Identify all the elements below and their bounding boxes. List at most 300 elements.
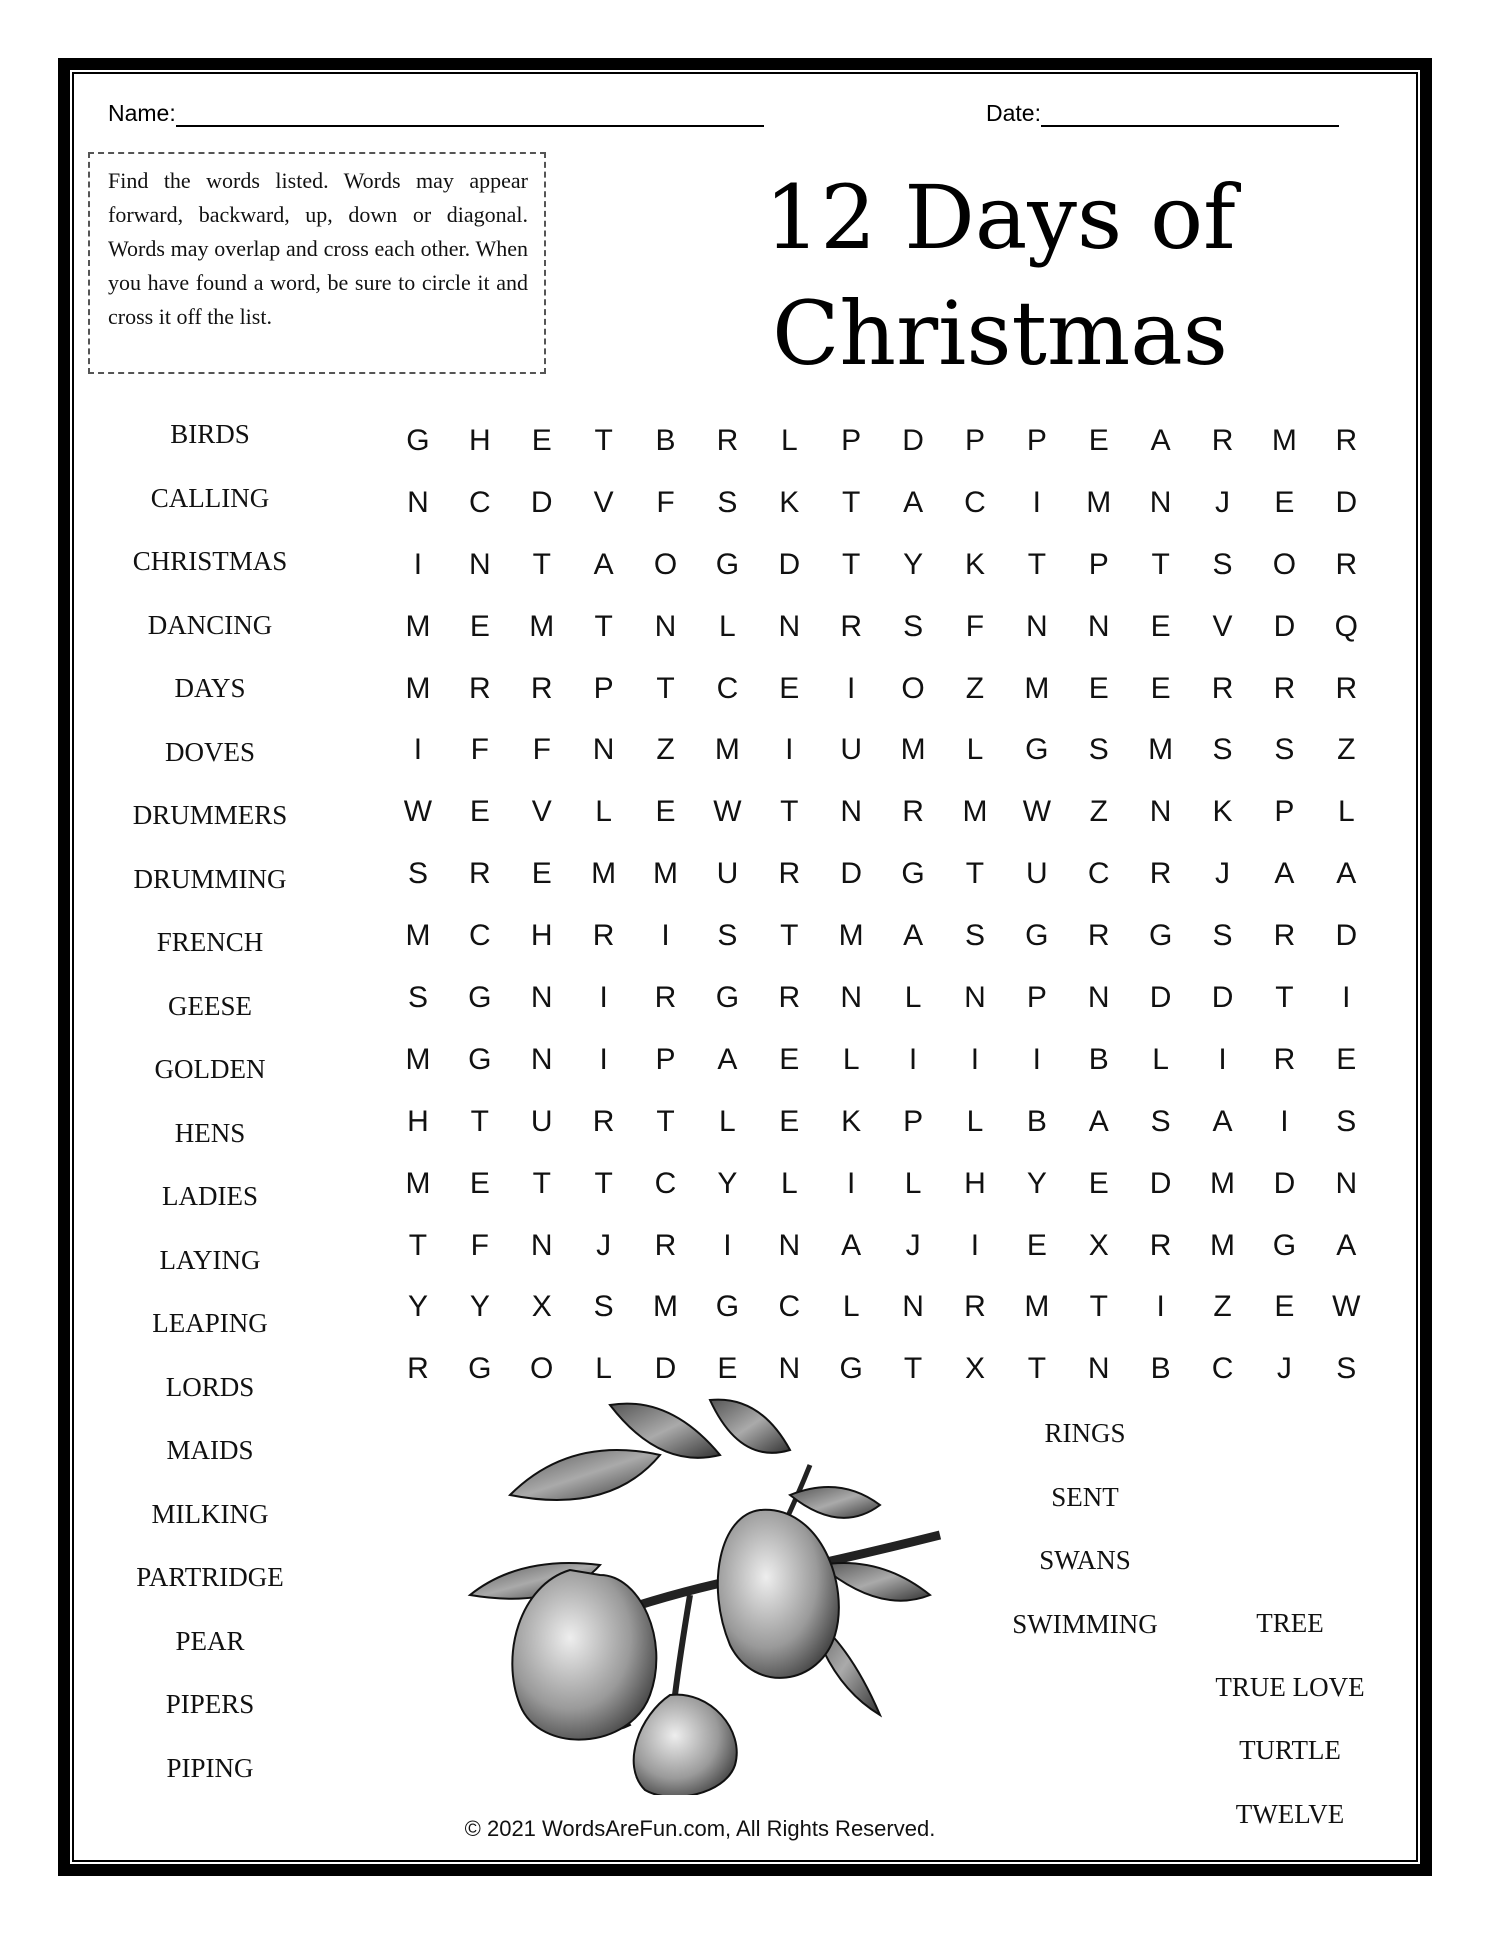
grid-letter: M bbox=[1210, 1166, 1236, 1200]
grid-letter: L bbox=[595, 795, 612, 829]
word-list-item: LEAPING bbox=[152, 1308, 268, 1338]
grid-letter: T bbox=[780, 919, 799, 953]
grid-letter: N bbox=[840, 981, 863, 1015]
title-line-1: 12 Days of bbox=[764, 166, 1236, 269]
instructions-text: Find the words listed. Words may appear forward, backward, up, down or diagonal. Words may overlap and cross each other. When you have found a word, be sure to circle it and cross it off the list. bbox=[108, 168, 528, 329]
grid-letter: L bbox=[719, 1104, 736, 1138]
grid-letter: R bbox=[1273, 1042, 1296, 1076]
grid-letter: M bbox=[405, 1042, 431, 1076]
grid-letter: F bbox=[470, 733, 489, 767]
grid-letter: O bbox=[530, 1352, 554, 1386]
grid-letter: G bbox=[1272, 1228, 1297, 1262]
grid-letter: M bbox=[405, 919, 431, 953]
grid-letter: F bbox=[965, 609, 985, 643]
grid-letter: M bbox=[405, 1166, 431, 1200]
grid-letter: E bbox=[779, 671, 800, 705]
grid-letter: N bbox=[1087, 1352, 1110, 1386]
grid-letter: T bbox=[594, 424, 613, 457]
grid-letter: A bbox=[1150, 424, 1171, 457]
grid-letter: S bbox=[1212, 547, 1233, 581]
grid-letter: T bbox=[1151, 547, 1170, 581]
grid-letter: R bbox=[778, 857, 801, 891]
grid-letter: Y bbox=[1026, 1166, 1047, 1200]
grid-letter: E bbox=[1274, 485, 1295, 519]
grid-letter: S bbox=[903, 609, 924, 643]
grid-letter: Z bbox=[965, 671, 985, 705]
name-label: Name: bbox=[108, 100, 176, 126]
grid-letter: D bbox=[1149, 981, 1172, 1015]
grid-letter: E bbox=[1088, 424, 1109, 457]
grid-letter: X bbox=[1088, 1228, 1109, 1262]
grid-letter: E bbox=[531, 424, 552, 457]
date-label: Date: bbox=[986, 100, 1041, 126]
word-list-item: BIRDS bbox=[170, 419, 250, 449]
copyright-footer: © 2021 WordsAreFun.com, All Rights Reserved. bbox=[464, 1816, 936, 1841]
letter-grid bbox=[387, 410, 1377, 1400]
grid-letter: E bbox=[1088, 671, 1109, 705]
grid-letter: I bbox=[1032, 485, 1042, 519]
grid-letter: T bbox=[1275, 981, 1294, 1015]
grid-letter: E bbox=[1150, 671, 1171, 705]
grid-letter: D bbox=[778, 547, 801, 581]
grid-letter: T bbox=[594, 1166, 613, 1200]
grid-letter: I bbox=[847, 671, 856, 705]
grid-letter: O bbox=[653, 547, 678, 581]
word-list-item: PIPING bbox=[166, 1752, 254, 1783]
word-list-item: LORDS bbox=[165, 1371, 255, 1402]
grid-letter: F bbox=[656, 485, 675, 519]
grid-letter: U bbox=[840, 733, 863, 767]
grid-letter: A bbox=[1336, 1228, 1357, 1262]
grid-letter: T bbox=[656, 671, 675, 705]
grid-letter: M bbox=[529, 609, 555, 643]
word-list-item: TRUE LOVE bbox=[1215, 1671, 1365, 1702]
grid-letter: O bbox=[1272, 547, 1297, 581]
grid-letter: O bbox=[901, 671, 925, 705]
grid-letter: K bbox=[1212, 795, 1233, 829]
word-list-item: DOVES bbox=[164, 736, 255, 767]
grid-letter: E bbox=[469, 795, 490, 829]
grid-letter: I bbox=[599, 981, 608, 1015]
grid-letter: V bbox=[593, 485, 614, 519]
grid-letter: R bbox=[469, 857, 491, 891]
grid-letter: N bbox=[654, 609, 677, 643]
grid-letter: I bbox=[599, 1042, 608, 1076]
grid-letter: P bbox=[1026, 424, 1047, 457]
grid-letter: T bbox=[1027, 1352, 1047, 1386]
grid-letter: E bbox=[655, 795, 676, 829]
grid-letter: R bbox=[964, 1290, 986, 1324]
grid-letter: M bbox=[1024, 671, 1050, 705]
grid-letter: R bbox=[654, 1228, 677, 1262]
grid-letter: P bbox=[841, 424, 862, 457]
grid-letter: D bbox=[1211, 981, 1234, 1015]
name-field[interactable] bbox=[108, 100, 764, 127]
grid-letter: S bbox=[1336, 1352, 1357, 1386]
grid-letter: M bbox=[1210, 1228, 1236, 1262]
grid-letter: S bbox=[1336, 1104, 1357, 1138]
grid-letter: N bbox=[1149, 795, 1172, 829]
grid-letter: I bbox=[785, 733, 794, 767]
grid-letter: K bbox=[964, 547, 985, 581]
title-line-2: Christmas bbox=[772, 282, 1228, 385]
grid-letter: M bbox=[653, 1290, 678, 1324]
grid-letter: R bbox=[1273, 671, 1296, 705]
grid-letter: L bbox=[780, 1166, 798, 1200]
word-list-item: SWANS bbox=[1039, 1545, 1131, 1575]
grid-letter: C bbox=[778, 1290, 801, 1324]
grid-letter: I bbox=[908, 1042, 918, 1076]
grid-letter: N bbox=[530, 981, 553, 1015]
word-list-item: LAYING bbox=[159, 1244, 261, 1275]
grid-letter: N bbox=[778, 609, 801, 643]
grid-letter: M bbox=[962, 795, 988, 829]
word-list-item: RINGS bbox=[1044, 1418, 1126, 1448]
word-list-item: DRUMMERS bbox=[132, 800, 288, 830]
grid-letter: S bbox=[964, 919, 985, 953]
word-list-item: GOLDEN bbox=[154, 1054, 266, 1084]
grid-letter: N bbox=[1026, 609, 1048, 643]
grid-letter: L bbox=[966, 1104, 984, 1138]
grid-letter: M bbox=[900, 733, 926, 767]
grid-letter: L bbox=[1337, 795, 1355, 829]
grid-letter: M bbox=[838, 919, 864, 953]
grid-letter: Z bbox=[656, 733, 675, 767]
word-list-item: CALLING bbox=[150, 482, 270, 513]
grid-letter: S bbox=[717, 919, 738, 953]
page-title bbox=[700, 160, 1300, 392]
grid-letter: C bbox=[469, 919, 491, 953]
grid-letter: D bbox=[1273, 609, 1296, 643]
grid-letter: E bbox=[469, 1166, 490, 1200]
date-field[interactable] bbox=[986, 100, 1339, 127]
grid-letter: D bbox=[530, 485, 553, 519]
grid-letter: E bbox=[469, 609, 490, 643]
grid-letter: H bbox=[469, 424, 491, 457]
grid-letter: R bbox=[902, 795, 924, 829]
grid-letter: B bbox=[1026, 1104, 1047, 1138]
grid-letter: W bbox=[1022, 795, 1052, 829]
grid-letter: N bbox=[840, 795, 863, 829]
word-list-item: PARTRIDGE bbox=[136, 1562, 284, 1592]
grid-letter: N bbox=[778, 1352, 801, 1386]
word-list-item: TREE bbox=[1256, 1608, 1324, 1638]
grid-letter: Y bbox=[407, 1290, 428, 1324]
grid-letter: W bbox=[713, 795, 742, 829]
word-list-item: LADIES bbox=[162, 1181, 258, 1211]
grid-letter: I bbox=[1218, 1042, 1227, 1076]
grid-letter: H bbox=[407, 1104, 429, 1138]
grid-letter: U bbox=[530, 1104, 553, 1138]
grid-letter: I bbox=[723, 1228, 732, 1262]
grid-letter: Y bbox=[717, 1166, 738, 1200]
grid-letter: D bbox=[840, 857, 863, 891]
grid-letter: R bbox=[1211, 424, 1234, 457]
grid-letter: G bbox=[715, 981, 740, 1015]
grid-letter: Z bbox=[1089, 795, 1108, 829]
grid-letter: I bbox=[847, 1166, 856, 1200]
word-list-item: SENT bbox=[1051, 1481, 1119, 1512]
grid-letter: G bbox=[406, 424, 430, 457]
grid-letter: M bbox=[1271, 424, 1297, 457]
grid-letter: R bbox=[407, 1352, 429, 1386]
grid-letter: G bbox=[468, 981, 492, 1015]
grid-letter: L bbox=[780, 424, 798, 457]
date-line[interactable] bbox=[1041, 105, 1339, 127]
grid-letter: L bbox=[595, 1352, 612, 1386]
word-list-item: DANCING bbox=[147, 609, 273, 640]
grid-letter: I bbox=[1156, 1290, 1165, 1324]
grid-letter: M bbox=[653, 857, 678, 891]
grid-letter: S bbox=[1088, 733, 1109, 767]
grid-letter: S bbox=[1212, 919, 1233, 953]
grid-letter: N bbox=[407, 485, 429, 519]
word-list-item: DRUMMING bbox=[133, 863, 287, 894]
grid-letter: L bbox=[842, 1042, 860, 1076]
grid-letter: C bbox=[654, 1166, 677, 1200]
grid-letter: Z bbox=[1213, 1290, 1232, 1324]
word-list-item: MILKING bbox=[151, 1498, 269, 1529]
grid-letter: E bbox=[531, 857, 552, 891]
grid-letter: R bbox=[778, 981, 801, 1015]
word-list-middle bbox=[985, 1402, 1185, 1656]
word-list-item: FRENCH bbox=[156, 927, 264, 957]
grid-letter: N bbox=[1087, 981, 1110, 1015]
grid-letter: L bbox=[1152, 1042, 1169, 1076]
grid-letter: D bbox=[1149, 1166, 1172, 1200]
grid-letter: D bbox=[1273, 1166, 1296, 1200]
grid-letter: M bbox=[1024, 1290, 1050, 1324]
grid-letter: R bbox=[1087, 919, 1110, 953]
grid-letter: L bbox=[966, 733, 984, 767]
grid-letter: A bbox=[1274, 857, 1295, 891]
grid-letter: Z bbox=[1337, 733, 1356, 767]
grid-letter: A bbox=[1212, 1104, 1233, 1138]
grid-letter: U bbox=[1026, 857, 1048, 891]
grid-letter: H bbox=[530, 919, 553, 953]
word-list-item: SWIMMING bbox=[1012, 1608, 1158, 1639]
grid-letter: A bbox=[1336, 857, 1357, 891]
grid-letter: R bbox=[1149, 1228, 1172, 1262]
grid-letter: E bbox=[1026, 1228, 1047, 1262]
grid-letter: I bbox=[970, 1042, 980, 1076]
grid-letter: A bbox=[593, 547, 614, 581]
grid-letter: C bbox=[1211, 1352, 1234, 1386]
grid-letter: X bbox=[531, 1290, 552, 1324]
grid-letter: G bbox=[468, 1042, 492, 1076]
grid-letter: G bbox=[839, 1352, 863, 1386]
grid-letter: E bbox=[1336, 1042, 1357, 1076]
word-list-item: TURTLE bbox=[1239, 1735, 1341, 1765]
grid-letter: S bbox=[717, 485, 738, 519]
grid-letter: V bbox=[531, 795, 552, 829]
grid-letter: E bbox=[1150, 609, 1171, 643]
grid-letter: S bbox=[1212, 733, 1233, 767]
grid-letter: T bbox=[532, 547, 551, 581]
grid-letter: T bbox=[903, 1352, 923, 1386]
grid-letter: M bbox=[405, 609, 431, 643]
grid-letter: L bbox=[904, 981, 922, 1015]
grid-letter: T bbox=[532, 1166, 551, 1200]
grid-letter: J bbox=[1215, 485, 1231, 519]
grid-letter: B bbox=[1088, 1042, 1109, 1076]
grid-letter: G bbox=[901, 857, 925, 891]
grid-letter: A bbox=[903, 919, 924, 953]
grid-letter: E bbox=[779, 1104, 800, 1138]
grid-letter: M bbox=[714, 733, 740, 767]
grid-letter: J bbox=[1276, 1352, 1292, 1386]
grid-letter: C bbox=[469, 485, 491, 519]
word-list-item: PEAR bbox=[175, 1625, 245, 1656]
grid-letter: A bbox=[903, 485, 924, 519]
grid-letter: R bbox=[1335, 547, 1358, 581]
grid-letter: G bbox=[1025, 919, 1049, 953]
grid-letter: G bbox=[468, 1352, 492, 1386]
grid-letter: R bbox=[654, 981, 677, 1015]
grid-letter: W bbox=[403, 795, 433, 829]
instructions-box bbox=[88, 152, 546, 374]
word-list-item: HENS bbox=[174, 1117, 246, 1148]
word-list-item: GEESE bbox=[168, 990, 252, 1021]
grid-letter: P bbox=[593, 671, 614, 705]
grid-letter: T bbox=[780, 795, 799, 829]
grid-letter: X bbox=[964, 1352, 985, 1386]
grid-letter: G bbox=[715, 1290, 740, 1324]
grid-letter: U bbox=[716, 857, 739, 891]
grid-letter: R bbox=[1335, 671, 1358, 705]
grid-letter: F bbox=[470, 1228, 489, 1262]
grid-letter: R bbox=[1335, 424, 1358, 457]
word-list-right bbox=[1190, 1592, 1390, 1846]
grid-letter: P bbox=[1088, 547, 1109, 581]
grid-letter: N bbox=[902, 1290, 924, 1324]
word-list-item: PIPERS bbox=[165, 1689, 255, 1719]
grid-letter: R bbox=[1211, 671, 1234, 705]
grid-letter: T bbox=[656, 1104, 675, 1138]
grid-letter: D bbox=[1335, 919, 1358, 953]
grid-letter: L bbox=[904, 1166, 922, 1200]
grid-letter: P bbox=[903, 1104, 924, 1138]
grid-letter: P bbox=[655, 1042, 676, 1076]
pear-branch-illustration bbox=[460, 1395, 1000, 1795]
grid-letter: G bbox=[1148, 919, 1173, 953]
grid-letter: I bbox=[413, 547, 423, 581]
grid-letter: R bbox=[592, 1104, 615, 1138]
grid-letter: N bbox=[1087, 609, 1110, 643]
grid-letter: E bbox=[1088, 1166, 1109, 1200]
grid-letter: G bbox=[1025, 733, 1049, 767]
grid-letter: Q bbox=[1334, 609, 1358, 643]
grid-letter: H bbox=[964, 1166, 986, 1200]
word-list-item: DAYS bbox=[174, 673, 246, 703]
grid-letter: T bbox=[1027, 547, 1047, 581]
grid-letter: R bbox=[1149, 857, 1172, 891]
word-list-left bbox=[110, 403, 310, 1800]
grid-letter: T bbox=[408, 1228, 428, 1262]
grid-letter: N bbox=[469, 547, 491, 581]
grid-letter: R bbox=[469, 671, 491, 705]
grid-letter: S bbox=[593, 1290, 614, 1324]
grid-letter: N bbox=[1149, 485, 1172, 519]
grid-letter: I bbox=[970, 1228, 980, 1262]
grid-letter: N bbox=[530, 1042, 553, 1076]
grid-letter: R bbox=[592, 919, 615, 953]
word-list-item: CHRISTMAS bbox=[132, 546, 288, 576]
grid-letter: S bbox=[407, 981, 428, 1015]
grid-letter: J bbox=[596, 1228, 612, 1262]
grid-letter: I bbox=[1032, 1042, 1042, 1076]
grid-letter: T bbox=[470, 1104, 489, 1138]
grid-letter: L bbox=[842, 1290, 860, 1324]
grid-letter: K bbox=[779, 485, 800, 519]
grid-letter: M bbox=[1148, 733, 1174, 767]
grid-letter: D bbox=[654, 1352, 677, 1386]
grid-letter: G bbox=[715, 547, 740, 581]
grid-letter: P bbox=[1026, 981, 1047, 1015]
grid-letter: D bbox=[902, 424, 924, 457]
grid-letter: F bbox=[532, 733, 551, 767]
grid-letter: B bbox=[655, 424, 676, 457]
grid-letter: S bbox=[1274, 733, 1295, 767]
grid-letter: C bbox=[1087, 857, 1110, 891]
grid-letter: T bbox=[594, 609, 613, 643]
grid-letter: T bbox=[842, 547, 861, 581]
grid-letter: N bbox=[1335, 1166, 1358, 1200]
grid-letter: J bbox=[1215, 857, 1231, 891]
grid-letter: R bbox=[530, 671, 553, 705]
grid-letter: C bbox=[716, 671, 739, 705]
grid-letter: J bbox=[905, 1228, 921, 1262]
grid-letter: I bbox=[413, 733, 423, 767]
grid-letter: S bbox=[1150, 1104, 1171, 1138]
grid-letter: Y bbox=[469, 1290, 490, 1324]
word-list-item: MAIDS bbox=[166, 1435, 254, 1465]
grid-letter: A bbox=[717, 1042, 738, 1076]
grid-letter: T bbox=[842, 485, 861, 519]
word-list-item: TWELVE bbox=[1235, 1798, 1345, 1829]
grid-letter: P bbox=[1274, 795, 1295, 829]
grid-letter: V bbox=[1212, 609, 1233, 643]
grid-letter: D bbox=[1335, 485, 1358, 519]
grid-letter: K bbox=[841, 1104, 862, 1138]
grid-letter: S bbox=[407, 857, 428, 891]
grid-letter: E bbox=[1274, 1290, 1295, 1324]
name-line[interactable] bbox=[176, 105, 764, 127]
grid-letter: N bbox=[778, 1228, 801, 1262]
grid-letter: I bbox=[661, 919, 670, 953]
grid-letter: R bbox=[1273, 919, 1296, 953]
grid-letter: I bbox=[1342, 981, 1351, 1015]
grid-letter: M bbox=[591, 857, 617, 891]
grid-letter: N bbox=[530, 1228, 553, 1262]
grid-letter: N bbox=[964, 981, 986, 1015]
grid-letter: Y bbox=[903, 547, 924, 581]
grid-letter: T bbox=[1089, 1290, 1108, 1324]
grid-letter: R bbox=[716, 424, 739, 457]
grid-letter: C bbox=[964, 485, 986, 519]
grid-letter: P bbox=[964, 424, 985, 457]
grid-letter: R bbox=[840, 609, 863, 643]
grid-letter: E bbox=[779, 1042, 800, 1076]
grid-letter: A bbox=[841, 1228, 862, 1262]
grid-letter: E bbox=[717, 1352, 738, 1386]
grid-letter: I bbox=[1280, 1104, 1289, 1138]
grid-letter: M bbox=[1086, 485, 1112, 519]
grid-letter: T bbox=[965, 857, 985, 891]
grid-letter: A bbox=[1088, 1104, 1109, 1138]
grid-letter: W bbox=[1332, 1290, 1361, 1324]
grid-letter: N bbox=[592, 733, 615, 767]
